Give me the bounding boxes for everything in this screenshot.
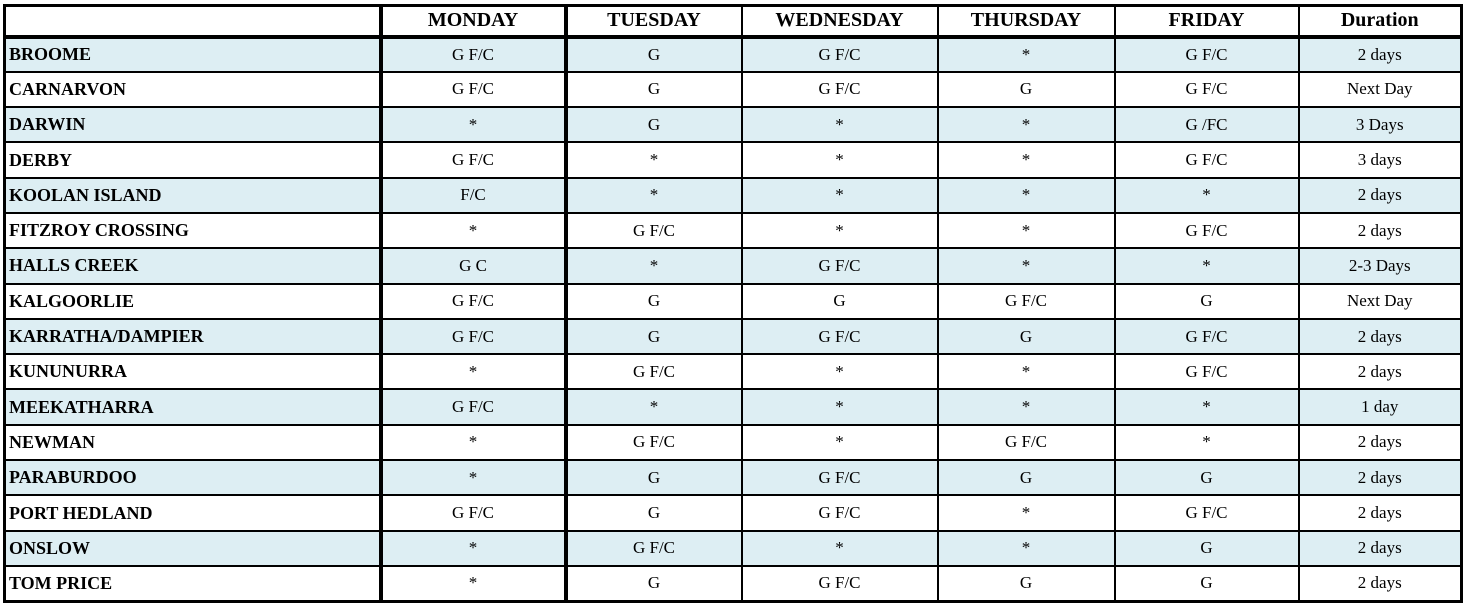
town-cell: DERBY <box>5 142 381 177</box>
tuesday-cell: G <box>566 37 742 72</box>
thursday-cell: * <box>938 142 1115 177</box>
wednesday-cell: * <box>742 531 938 566</box>
monday-cell: * <box>381 213 566 248</box>
tuesday-cell: * <box>566 142 742 177</box>
friday-cell: * <box>1115 425 1299 460</box>
duration-cell: 2 days <box>1299 495 1462 530</box>
monday-cell: G F/C <box>381 37 566 72</box>
delivery-schedule-table <box>3 4 1463 603</box>
thursday-cell: G F/C <box>938 284 1115 319</box>
thursday-cell: G <box>938 72 1115 107</box>
town-cell: ONSLOW <box>5 531 381 566</box>
tuesday-cell: G <box>566 107 742 142</box>
wednesday-cell: G F/C <box>742 37 938 72</box>
duration-cell: 2 days <box>1299 354 1462 389</box>
table-row <box>5 37 1462 72</box>
wednesday-cell: G <box>742 284 938 319</box>
town-cell: HALLS CREEK <box>5 248 381 283</box>
header-wednesday: WEDNESDAY <box>742 6 938 37</box>
town-cell: KALGOORLIE <box>5 284 381 319</box>
town-cell: KARRATHA/DAMPIER <box>5 319 381 354</box>
monday-cell: * <box>381 354 566 389</box>
monday-cell: G F/C <box>381 72 566 107</box>
tuesday-cell: * <box>566 248 742 283</box>
tuesday-cell: G <box>566 460 742 495</box>
monday-cell: G F/C <box>381 319 566 354</box>
wednesday-cell: G F/C <box>742 460 938 495</box>
duration-cell: 2 days <box>1299 531 1462 566</box>
table-row <box>5 248 1462 283</box>
table-row <box>5 319 1462 354</box>
tuesday-cell: G <box>566 72 742 107</box>
tuesday-cell: G <box>566 284 742 319</box>
monday-cell: * <box>381 425 566 460</box>
town-cell: NEWMAN <box>5 425 381 460</box>
town-cell: KOOLAN ISLAND <box>5 178 381 213</box>
thursday-cell: * <box>938 107 1115 142</box>
thursday-cell: * <box>938 531 1115 566</box>
town-cell: BROOME <box>5 37 381 72</box>
tuesday-cell: G F/C <box>566 213 742 248</box>
monday-cell: G F/C <box>381 389 566 424</box>
friday-cell: G F/C <box>1115 142 1299 177</box>
table-row <box>5 142 1462 177</box>
friday-cell: G F/C <box>1115 72 1299 107</box>
tuesday-cell: G <box>566 319 742 354</box>
duration-cell: 2-3 Days <box>1299 248 1462 283</box>
duration-cell: Next Day <box>1299 284 1462 319</box>
thursday-cell: * <box>938 248 1115 283</box>
table-row <box>5 178 1462 213</box>
thursday-cell: * <box>938 389 1115 424</box>
table-row <box>5 213 1462 248</box>
tuesday-cell: G <box>566 495 742 530</box>
table-row <box>5 460 1462 495</box>
thursday-cell: * <box>938 354 1115 389</box>
town-cell: PORT HEDLAND <box>5 495 381 530</box>
friday-cell: G F/C <box>1115 319 1299 354</box>
header-thursday: THURSDAY <box>938 6 1115 37</box>
town-cell: FITZROY CROSSING <box>5 213 381 248</box>
header-monday: MONDAY <box>381 6 566 37</box>
thursday-cell: G <box>938 460 1115 495</box>
thursday-cell: * <box>938 178 1115 213</box>
wednesday-cell: G F/C <box>742 248 938 283</box>
table-row <box>5 389 1462 424</box>
town-cell: TOM PRICE <box>5 566 381 601</box>
friday-cell: * <box>1115 389 1299 424</box>
wednesday-cell: * <box>742 389 938 424</box>
tuesday-cell: G F/C <box>566 531 742 566</box>
wednesday-cell: G F/C <box>742 72 938 107</box>
thursday-cell: G <box>938 319 1115 354</box>
town-cell: DARWIN <box>5 107 381 142</box>
table-row <box>5 425 1462 460</box>
duration-cell: 3 days <box>1299 142 1462 177</box>
header-town <box>5 6 381 37</box>
wednesday-cell: G F/C <box>742 566 938 601</box>
friday-cell: * <box>1115 178 1299 213</box>
monday-cell: G C <box>381 248 566 283</box>
duration-cell: 2 days <box>1299 213 1462 248</box>
header-friday: FRIDAY <box>1115 6 1299 37</box>
thursday-cell: * <box>938 213 1115 248</box>
duration-cell: Next Day <box>1299 72 1462 107</box>
friday-cell: G <box>1115 284 1299 319</box>
table-body <box>5 37 1462 602</box>
tuesday-cell: * <box>566 389 742 424</box>
friday-cell: G F/C <box>1115 37 1299 72</box>
thursday-cell: * <box>938 37 1115 72</box>
town-cell: KUNUNURRA <box>5 354 381 389</box>
monday-cell: * <box>381 566 566 601</box>
friday-cell: G F/C <box>1115 495 1299 530</box>
thursday-cell: * <box>938 495 1115 530</box>
wednesday-cell: G F/C <box>742 319 938 354</box>
tuesday-cell: G <box>566 566 742 601</box>
tuesday-cell: * <box>566 178 742 213</box>
monday-cell: * <box>381 107 566 142</box>
header-duration: Duration <box>1299 6 1462 37</box>
duration-cell: 2 days <box>1299 319 1462 354</box>
friday-cell: G <box>1115 460 1299 495</box>
duration-cell: 3 Days <box>1299 107 1462 142</box>
table-row <box>5 531 1462 566</box>
wednesday-cell: * <box>742 178 938 213</box>
monday-cell: * <box>381 460 566 495</box>
table-row <box>5 354 1462 389</box>
header-tuesday: TUESDAY <box>566 6 742 37</box>
header-row <box>5 6 1462 37</box>
duration-cell: 2 days <box>1299 460 1462 495</box>
monday-cell: G F/C <box>381 284 566 319</box>
town-cell: PARABURDOO <box>5 460 381 495</box>
friday-cell: G <box>1115 531 1299 566</box>
monday-cell: F/C <box>381 178 566 213</box>
duration-cell: 1 day <box>1299 389 1462 424</box>
tuesday-cell: G F/C <box>566 425 742 460</box>
tuesday-cell: G F/C <box>566 354 742 389</box>
wednesday-cell: * <box>742 142 938 177</box>
duration-cell: 2 days <box>1299 425 1462 460</box>
thursday-cell: G F/C <box>938 425 1115 460</box>
table-row <box>5 72 1462 107</box>
friday-cell: G <box>1115 566 1299 601</box>
duration-cell: 2 days <box>1299 566 1462 601</box>
wednesday-cell: * <box>742 213 938 248</box>
friday-cell: * <box>1115 248 1299 283</box>
town-cell: CARNARVON <box>5 72 381 107</box>
table-row <box>5 284 1462 319</box>
town-cell: MEEKATHARRA <box>5 389 381 424</box>
table-row <box>5 495 1462 530</box>
duration-cell: 2 days <box>1299 37 1462 72</box>
table-row <box>5 107 1462 142</box>
monday-cell: * <box>381 531 566 566</box>
friday-cell: G /FC <box>1115 107 1299 142</box>
friday-cell: G F/C <box>1115 213 1299 248</box>
duration-cell: 2 days <box>1299 178 1462 213</box>
monday-cell: G F/C <box>381 142 566 177</box>
friday-cell: G F/C <box>1115 354 1299 389</box>
table-row <box>5 566 1462 601</box>
wednesday-cell: * <box>742 425 938 460</box>
wednesday-cell: * <box>742 354 938 389</box>
wednesday-cell: * <box>742 107 938 142</box>
thursday-cell: G <box>938 566 1115 601</box>
wednesday-cell: G F/C <box>742 495 938 530</box>
monday-cell: G F/C <box>381 495 566 530</box>
